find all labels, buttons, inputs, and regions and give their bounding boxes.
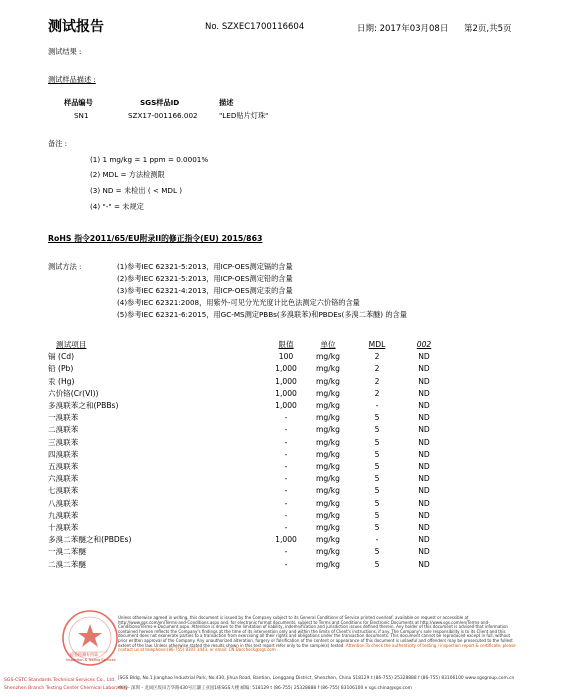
cell-sample: ND	[418, 401, 430, 411]
seal-text-en: Inspection & Testing Services	[66, 658, 116, 662]
cell-item: 十溴联苯	[48, 523, 79, 533]
cell-limit: -	[284, 413, 288, 423]
sample-desc-label: 测试样品描述 :	[48, 75, 96, 84]
footer-address-en: |SGS Bldg, No.1 Jianghao Industrial Park, No.430, Jihua Road, Bantian, Longgang District, Shenzhen, China 518129 t (86-755) 25328888 f (86-755) 83106100 www.sgsgroup.com.cn	[118, 676, 515, 681]
cell-unit: mg/kg	[316, 449, 340, 459]
cell-limit: -	[284, 462, 288, 472]
cell-item: 九溴联苯	[48, 510, 79, 520]
cell-item: 镉 (Cd)	[48, 352, 75, 362]
cell-unit: mg/kg	[316, 425, 340, 435]
table-row	[48, 559, 446, 571]
cell-sample: ND	[418, 547, 430, 557]
method-label: 测试方法 :	[48, 262, 82, 271]
footer-disclaimer	[118, 616, 518, 653]
table-row	[48, 498, 446, 510]
cell-limit: -	[284, 523, 288, 533]
cell-mdl: 5	[374, 425, 380, 435]
footer-attention: Attention:To check the authenticity of testing / inspection report & certificate, please contact us at telephone:(86-755) 8307 1443, or email: CN.Doccheck@sgs.com	[118, 642, 516, 653]
sample-no: SN1	[74, 111, 89, 120]
cell-item: 六溴联苯	[48, 474, 79, 484]
cell-mdl: 2	[374, 364, 380, 374]
results-header-row	[48, 339, 446, 351]
cell-item: 二溴联苯	[48, 425, 79, 435]
cell-item: 一溴二苯醚	[48, 547, 86, 557]
seal-text: 检验检测专用章	[70, 652, 98, 657]
cell-limit: 1,000	[275, 535, 297, 545]
cell-unit: mg/kg	[316, 413, 340, 423]
cell-unit: mg/kg	[316, 535, 340, 545]
cell-limit: -	[284, 449, 288, 459]
col-header-item	[48, 339, 268, 351]
cell-sample: ND	[418, 364, 430, 374]
cell-sample: ND	[418, 474, 430, 484]
footer-company-en2: Shenzhen Branch Testing Center Chemical Laboratory	[4, 686, 129, 691]
cell-item: 二溴二苯醚	[48, 559, 86, 569]
results-table	[48, 339, 446, 571]
cell-sample: ND	[418, 486, 430, 496]
cell-mdl: 2	[374, 352, 380, 362]
cell-mdl: -	[375, 535, 379, 545]
cell-limit: -	[284, 547, 288, 557]
table-row	[48, 510, 446, 522]
cell-mdl: 5	[374, 437, 380, 447]
cell-sample: ND	[418, 425, 430, 435]
cell-item: 六价铬(Cr(VI))	[48, 388, 99, 398]
cell-sample: ND	[418, 462, 430, 472]
cell-unit: mg/kg	[316, 388, 340, 398]
cell-unit: mg/kg	[316, 498, 340, 508]
cell-item: 七溴联苯	[48, 486, 79, 496]
cell-sample: ND	[418, 498, 430, 508]
cell-limit: 1,000	[275, 401, 297, 411]
table-row	[48, 424, 446, 436]
page-number: 第2页,共5页	[464, 24, 512, 34]
method-5: (5)参考IEC 62321-6:2015，用GC-MS测定PBBs(多溴联苯)和PBDEs(多溴二苯醚) 的含量	[117, 310, 407, 319]
cell-unit: mg/kg	[316, 474, 340, 484]
method-4: (4)参考IEC 62321:2008，用紫外-可见分光光度计比色法测定六价铬的含量	[117, 298, 360, 307]
table-row	[48, 522, 446, 534]
cell-sample: ND	[418, 352, 430, 362]
cell-mdl: 5	[374, 523, 380, 533]
cell-mdl: 5	[374, 449, 380, 459]
table-row	[48, 376, 446, 388]
cell-mdl: 5	[374, 510, 380, 520]
col-header-mdl: MDL	[368, 340, 386, 349]
sample-header-no: 样品编号	[64, 98, 93, 107]
cell-limit: -	[284, 498, 288, 508]
sample-header-desc: 描述	[219, 98, 234, 107]
cell-sample: ND	[418, 437, 430, 447]
table-row	[48, 351, 446, 363]
method-1: (1)参考IEC 62321-5:2013，用ICP-OES测定镉的含量	[117, 262, 293, 271]
cell-limit: -	[284, 510, 288, 520]
method-3: (3)参考IEC 62321-4:2013，用ICP-OES测定汞的含量	[117, 286, 293, 295]
cell-unit: mg/kg	[316, 523, 340, 533]
rohs-title: RoHS 指令2011/65/EU附录II的修正指令(EU) 2015/863	[48, 234, 263, 243]
table-row	[48, 400, 446, 412]
table-row	[48, 412, 446, 424]
cell-mdl: 5	[374, 547, 380, 557]
report-title: 测试报告	[48, 19, 104, 35]
cell-item: 五溴联苯	[48, 462, 79, 472]
table-row	[48, 546, 446, 558]
cell-mdl: 5	[374, 413, 380, 423]
cell-mdl: 5	[374, 498, 380, 508]
cell-limit: 1,000	[275, 388, 297, 398]
cell-mdl: -	[375, 401, 379, 411]
cell-sample: ND	[418, 413, 430, 423]
cell-unit: mg/kg	[316, 401, 340, 411]
cell-limit: 1,000	[275, 364, 297, 374]
sample-desc: "LED贴片灯珠"	[219, 111, 269, 120]
cell-sample: ND	[418, 523, 430, 533]
cell-unit: mg/kg	[316, 364, 340, 374]
cell-item: 八溴联苯	[48, 498, 79, 508]
table-row	[48, 461, 446, 473]
cell-sample: ND	[418, 376, 430, 386]
cell-limit: -	[284, 425, 288, 435]
cell-limit: 1,000	[275, 376, 297, 386]
cell-limit: -	[284, 437, 288, 447]
cell-unit: mg/kg	[316, 547, 340, 557]
cell-mdl: 5	[374, 462, 380, 472]
note-1: (1) 1 mg/kg = 1 ppm = 0.0001%	[90, 155, 209, 164]
note-3: (3) ND = 未检出 ( < MDL )	[90, 186, 183, 195]
cell-item: 多溴二苯醚之和(PBDEs)	[48, 535, 132, 545]
table-row	[48, 534, 446, 546]
cell-unit: mg/kg	[316, 486, 340, 496]
col-header-limit: 限值	[278, 340, 294, 349]
footer-address-cn: 中国・深圳・龙岗区坂田吉华路430号江灏工业园1栋SGS大楼 邮编: 518129 t (86-755) 25328888 f (86-755) 83106100 e sgs.china@sgs.com	[118, 686, 412, 691]
footer-disclaimer-text: Unless otherwise agreed in writing, this document is issued by the Company subject to its General Conditions of Service printed overleaf, available on request or accessible at http://www.sgs.com/en/Terms-and-Conditions.aspx and, for electronic format documents, subject to Terms and Conditions for Electronic Documents at http://www.sgs.com/en/Terms-and-Conditions/Terms-e-Document.aspx. Attention is drawn to the limitation of liability, indemnification and jurisdiction issues defined therein. Any holder of this document is advised that information contained hereon reflects the Company's findings at the time of its intervention only and within the limits of Client's instructions, if any. The Company's sole responsibility is to its Client and this document does not exonerate parties to a transaction from exercising all their rights and obligations under the transaction documents. This document cannot be reproduced except in full, without prior written approval of the Company. Any unauthorized alteration, forgery or falsification of the content or appearance of this document is unlawful and offenders may be prosecuted to the fullest extent of the law. Unless otherwise stated the results shown in this test report refer only to the sample(s) tested.	[118, 615, 513, 648]
cell-sample: ND	[418, 449, 430, 459]
col-header-sample: 002	[416, 340, 432, 349]
footer-company-en: SGS-CSTC Standards Technical Services Co., Ltd.	[4, 678, 116, 683]
cell-item: 三溴联苯	[48, 437, 79, 447]
cell-sample: ND	[418, 510, 430, 520]
cell-unit: mg/kg	[316, 376, 340, 386]
cell-unit: mg/kg	[316, 462, 340, 472]
cell-unit: mg/kg	[316, 352, 340, 362]
col-header-unit: 单位	[320, 340, 336, 349]
note-2: (2) MDL = 方法检测限	[90, 170, 165, 179]
sample-header-id: SGS样品ID	[140, 98, 180, 107]
table-row	[48, 363, 446, 375]
report-date: 日期: 2017年03月08日	[357, 24, 449, 34]
cell-unit: mg/kg	[316, 559, 340, 569]
result-label: 测试结果 :	[48, 47, 82, 56]
cell-item: 四溴联苯	[48, 449, 79, 459]
cell-limit: -	[284, 474, 288, 484]
notes-label: 备注 :	[48, 139, 68, 148]
cell-mdl: 5	[374, 474, 380, 484]
note-4: (4) "-" = 未规定	[90, 202, 144, 211]
report-number: No. SZXEC1700116604	[205, 22, 305, 32]
cell-mdl: 2	[374, 376, 380, 386]
table-row	[48, 449, 446, 461]
sample-id: SZX17-001166.002	[128, 111, 198, 120]
table-row	[48, 485, 446, 497]
cell-item: 多溴联苯之和(PBBs)	[48, 401, 119, 411]
cell-mdl: 5	[374, 486, 380, 496]
table-row	[48, 388, 446, 400]
cell-sample: ND	[418, 559, 430, 569]
cell-item: 汞 (Hg)	[48, 376, 75, 386]
cell-limit: 100	[278, 352, 294, 362]
method-2: (2)参考IEC 62321-5:2013，用ICP-OES测定铅的含量	[117, 274, 293, 283]
cell-item: 一溴联苯	[48, 413, 79, 423]
cell-unit: mg/kg	[316, 437, 340, 447]
table-row	[48, 437, 446, 449]
cell-limit: -	[284, 559, 288, 569]
cell-limit: -	[284, 486, 288, 496]
table-row	[48, 473, 446, 485]
cell-unit: mg/kg	[316, 510, 340, 520]
cell-item: 铅 (Pb)	[48, 364, 74, 374]
cell-mdl: 2	[374, 388, 380, 398]
cell-sample: ND	[418, 535, 430, 545]
cell-sample: ND	[418, 388, 430, 398]
col-header-item-text: 测试项目	[56, 340, 87, 349]
cell-mdl: 5	[374, 559, 380, 569]
